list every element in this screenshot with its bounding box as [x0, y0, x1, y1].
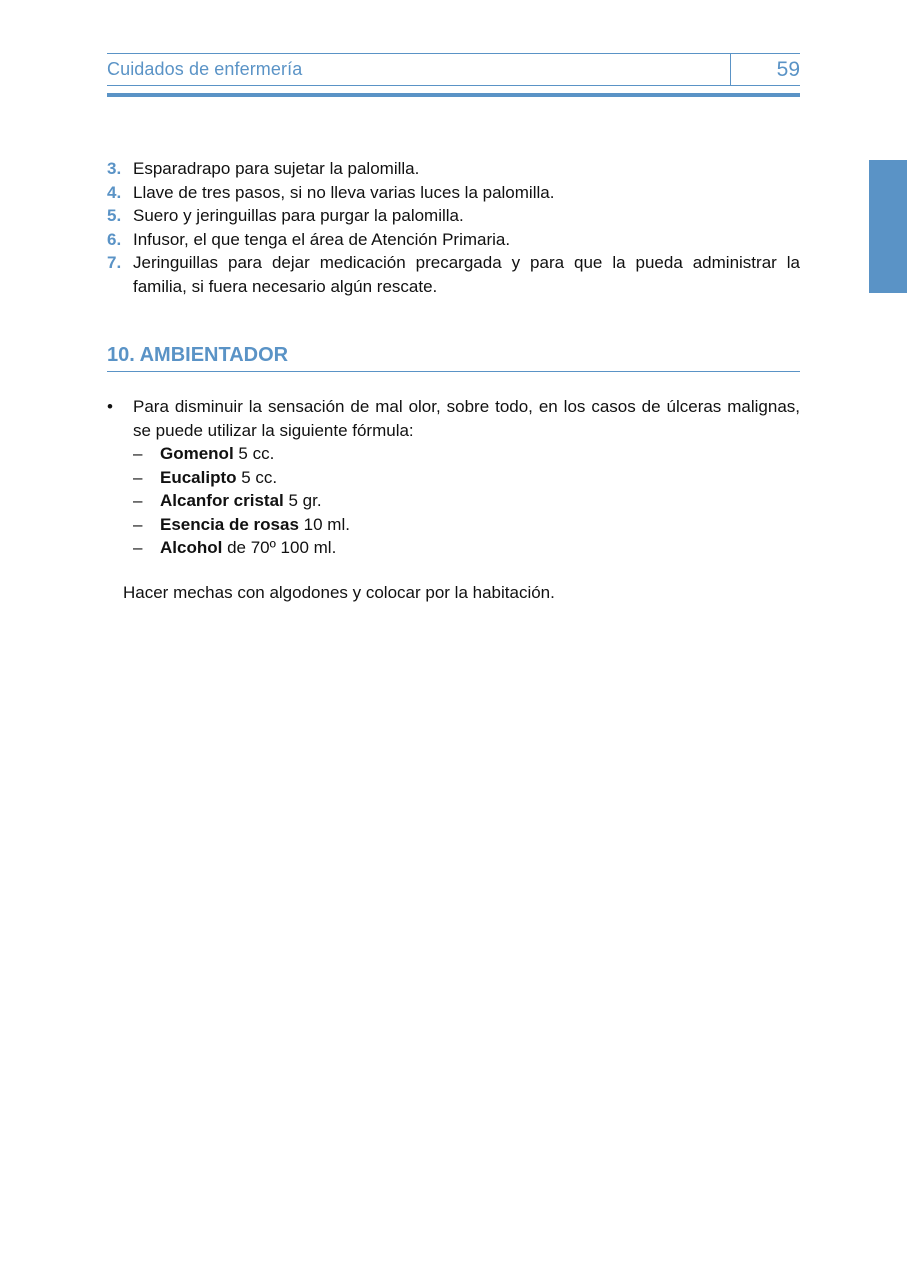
list-item-number: 4. — [107, 182, 122, 202]
list-item-number: 7. — [107, 253, 122, 272]
section-heading: 10. AMBIENTADOR — [107, 344, 800, 372]
list-item-number: 3. — [107, 159, 122, 178]
ingredient-item — [107, 442, 800, 466]
dash-marker: – — [133, 538, 143, 557]
list-item-text: Suero y jeringuillas para purgar la palomilla. — [133, 206, 464, 225]
list-item-number: 6. — [107, 229, 122, 249]
instruction-note: Hacer mechas con algodones y colocar por la habitación. — [123, 583, 555, 602]
list-item — [107, 251, 800, 298]
ingredient-item — [107, 466, 800, 490]
ingredient-amount: 5 gr. — [283, 491, 322, 510]
dash-marker: – — [133, 444, 143, 463]
dash-marker: – — [133, 467, 143, 487]
ingredient-name: Alcanfor cristal — [160, 491, 284, 510]
header-rule-bottom — [107, 93, 800, 97]
list-item-number: 5. — [107, 206, 122, 225]
ingredient-name: Gomenol — [160, 444, 234, 463]
header-rule-top — [107, 53, 800, 54]
list-item-text: Esparadrapo para sujetar la palomilla. — [133, 159, 420, 178]
header-separator — [730, 53, 731, 85]
ingredient-list — [107, 442, 800, 560]
ingredient-amount: de 70º 100 ml. — [222, 538, 337, 557]
list-item — [107, 181, 800, 205]
page-number: 59 — [776, 58, 800, 81]
ingredient-item — [107, 513, 800, 537]
dash-marker: – — [133, 491, 143, 510]
list-item-text: Llave de tres pasos, si no lleva varias luces la palomilla. — [133, 182, 555, 202]
bullet-paragraph — [107, 395, 800, 442]
list-item-text: Jeringuillas para dejar medicación precargada y para que la pueda administrar la familia, si fuera necesario algún rescate. — [133, 253, 800, 296]
header-rule-middle — [107, 85, 800, 86]
ingredient-name: Esencia de rosas — [160, 514, 299, 534]
list-item-text: Infusor, el que tenga el área de Atención Primaria. — [133, 229, 511, 249]
running-title: Cuidados de enfermería — [107, 59, 303, 79]
ingredient-name: Eucalipto — [160, 467, 237, 487]
list-item — [107, 204, 800, 228]
list-item — [107, 157, 800, 181]
bullet-marker: • — [107, 397, 113, 416]
bullet-text: Para disminuir la sensación de mal olor, sobre todo, en los casos de úlceras malignas, se puede utilizar la siguiente fórmula: — [133, 397, 800, 440]
page-header — [107, 53, 800, 98]
materials-numbered-list — [107, 157, 800, 298]
chapter-side-tab — [869, 160, 907, 293]
ingredient-name: Alcohol — [160, 538, 223, 557]
section-body — [107, 395, 800, 560]
dash-marker: – — [133, 514, 143, 534]
ingredient-amount: 5 cc. — [233, 444, 275, 463]
ingredient-amount: 10 ml. — [298, 514, 350, 534]
ingredient-amount: 5 cc. — [236, 467, 278, 487]
ingredient-item — [107, 489, 800, 513]
list-item — [107, 228, 800, 252]
ingredient-item — [107, 536, 800, 560]
